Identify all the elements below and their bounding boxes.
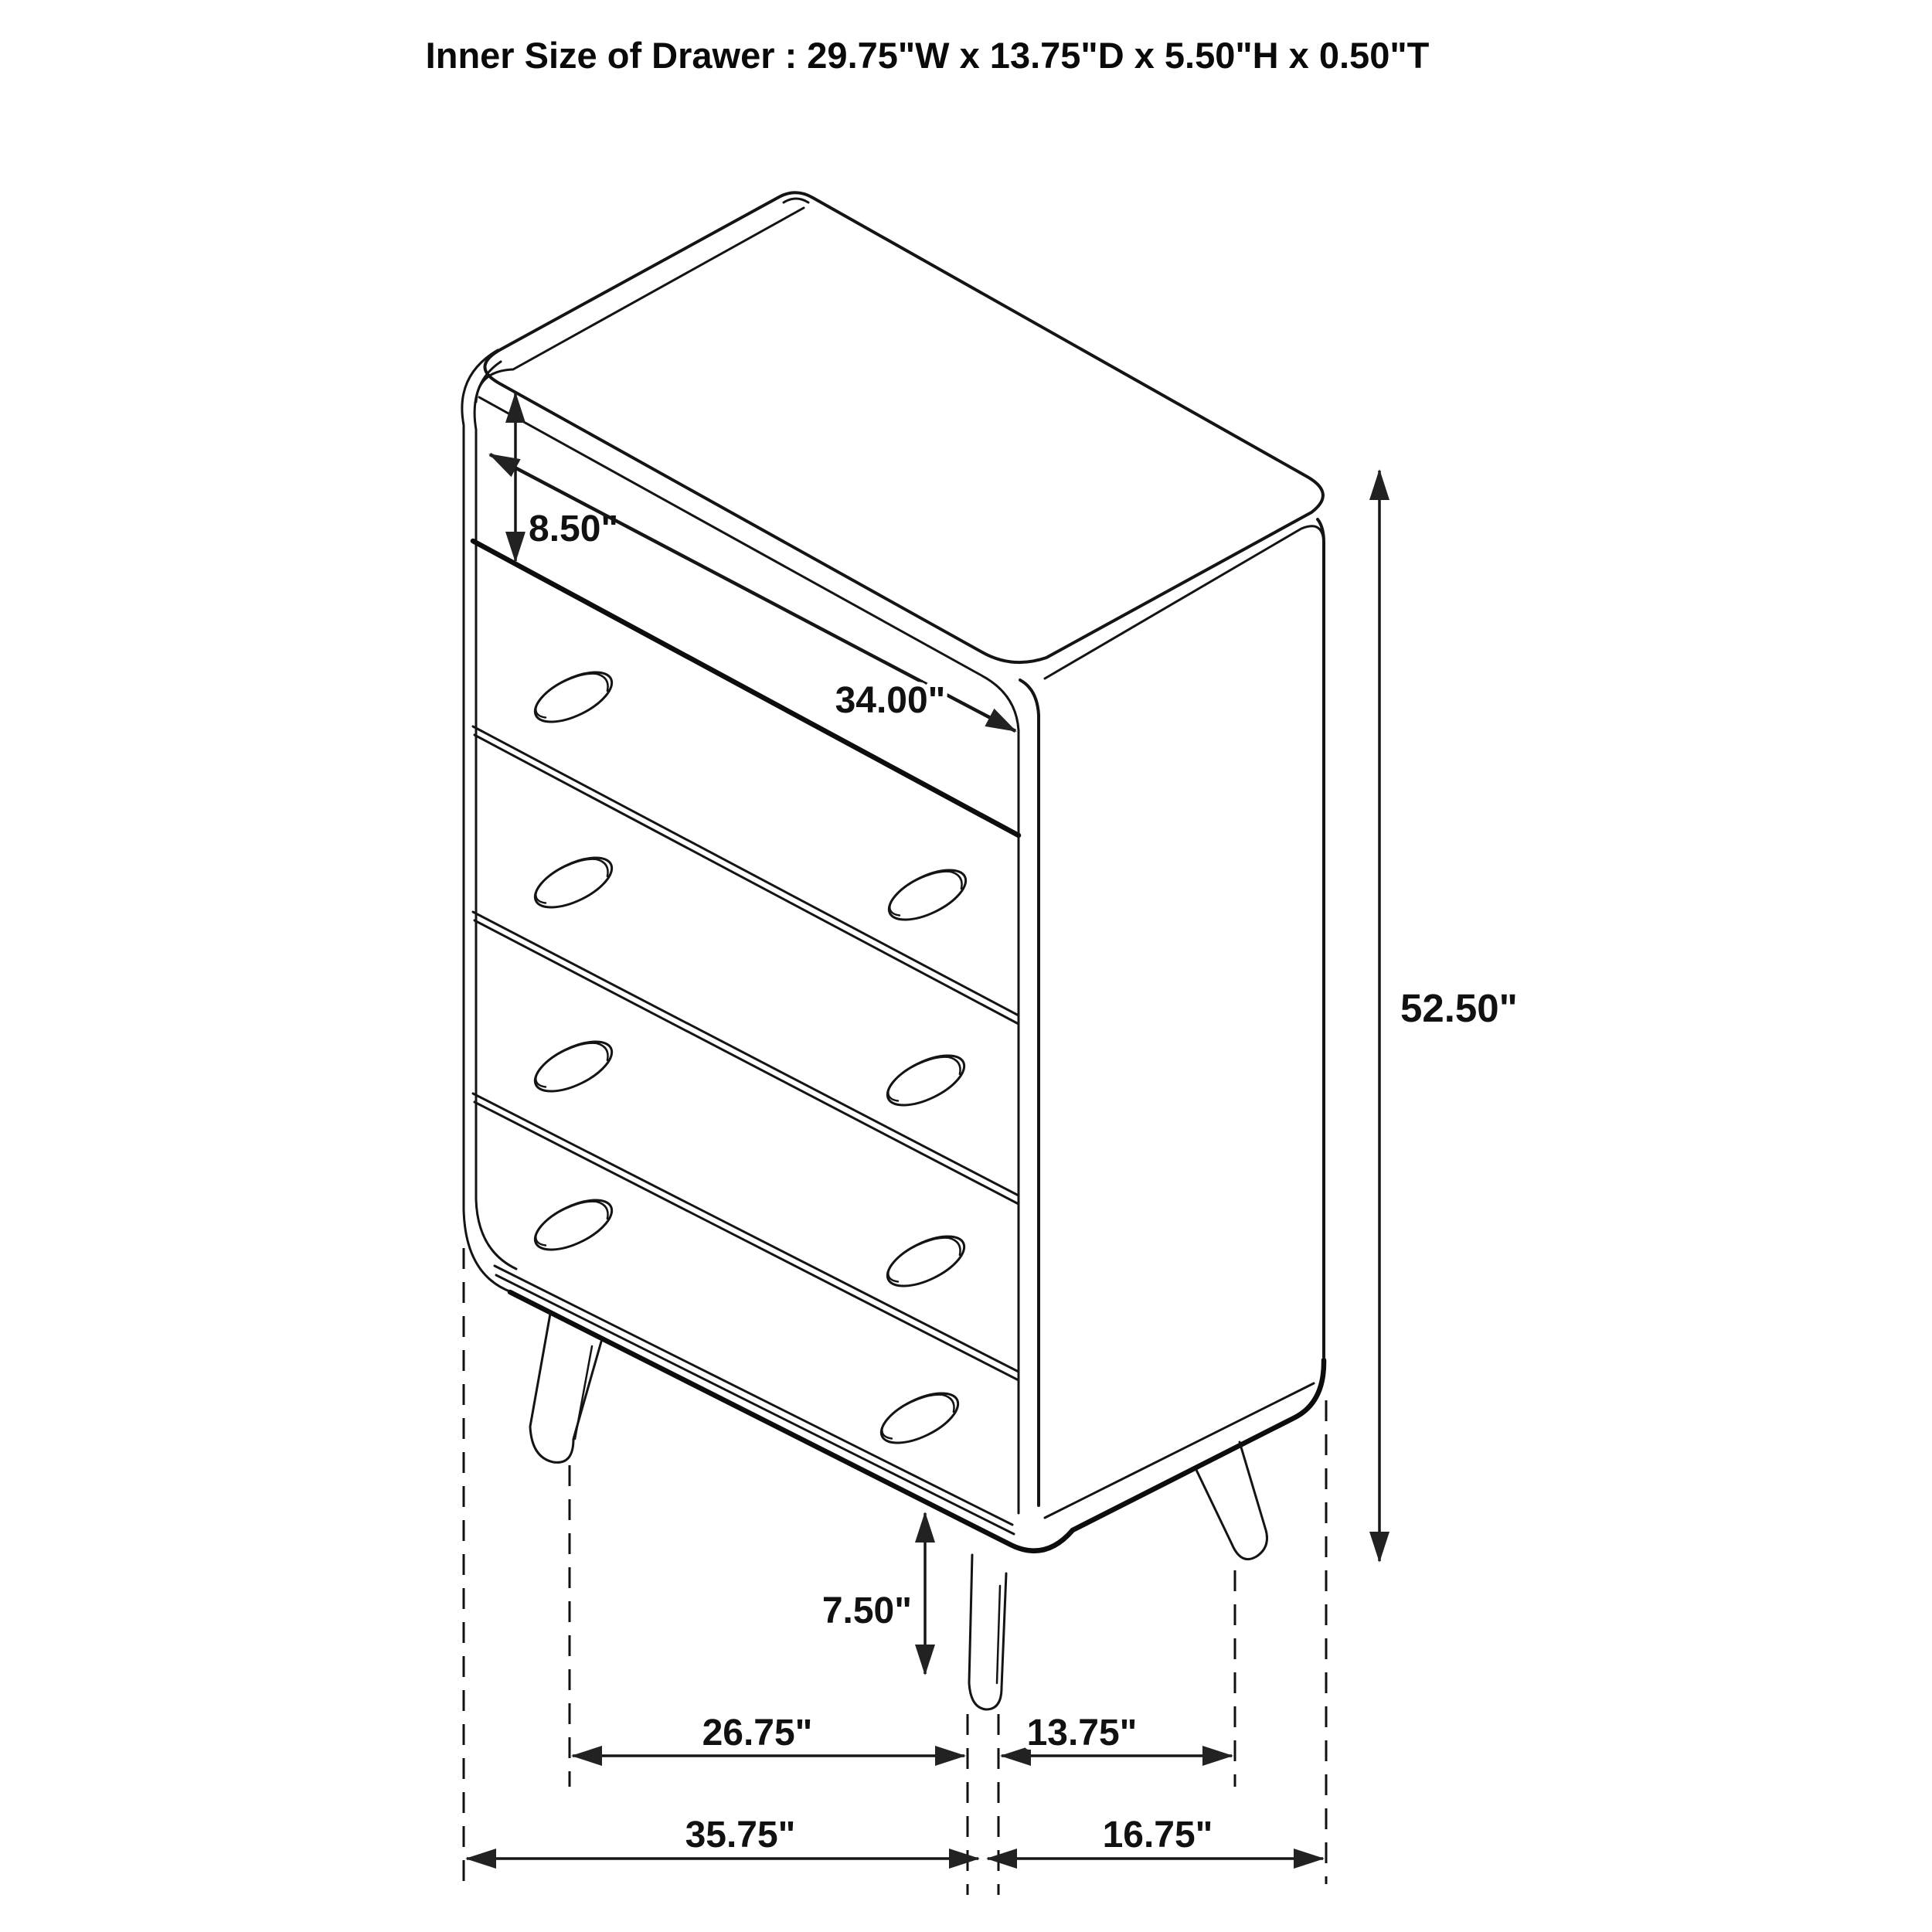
front-left-leg	[530, 1314, 601, 1462]
top-slab-front-band	[479, 397, 1019, 1513]
side-bottom-edge-outer	[1073, 1360, 1324, 1530]
dim-side-leg-spacing	[1002, 1713, 1232, 1756]
top-face-outline	[485, 192, 1322, 662]
legs	[530, 1314, 1267, 1709]
dim-leg-height	[822, 1513, 925, 1674]
left-edge-outer	[462, 350, 512, 1292]
dim-top-drawer-height-label: 8.50"	[529, 509, 619, 549]
front-center-leg	[969, 1555, 1006, 1709]
drawer-handle-icon	[528, 662, 619, 732]
dim-cabinet-width-label: 34.00"	[835, 680, 946, 721]
dim-leg-height-label: 7.50"	[821, 1590, 912, 1631]
drawer-handle-icon	[880, 1046, 971, 1115]
chest-drawing	[462, 192, 1324, 1709]
dimension-annotations	[467, 393, 1518, 1859]
dim-overall-width-label: 35.75"	[685, 1815, 796, 1855]
dim-overall-height	[1379, 471, 1518, 1561]
dim-side-leg-spacing-label: 13.75"	[1026, 1713, 1138, 1753]
dim-front-leg-spacing-label: 26.75"	[702, 1713, 813, 1753]
dim-overall-depth-label: 16.75"	[1102, 1815, 1213, 1855]
back-right-edge	[1318, 519, 1324, 1357]
drawer-handle-icon	[528, 1190, 619, 1260]
dim-overall-height-label: 52.50"	[1400, 986, 1518, 1030]
drawer-handle-icon	[528, 848, 619, 917]
top-back-corner-cap	[784, 199, 808, 202]
side-bottom-edge-inner	[1045, 1383, 1314, 1518]
diagram-title: Inner Size of Drawer : 29.75"W x 13.75"D x 5.50"H x 0.50"T	[425, 35, 1430, 76]
dim-overall-width	[467, 1815, 978, 1859]
drawer-handle-icon	[874, 1383, 965, 1453]
top-back-edge-inner-line	[476, 208, 804, 402]
dim-overall-depth	[988, 1815, 1323, 1859]
right-side-face	[1045, 519, 1324, 1530]
drawer-handle-icon	[882, 860, 973, 930]
reference-dashed-lines	[464, 1248, 1326, 1895]
front-right-edge	[1020, 680, 1039, 1505]
top-slab-side-band	[1045, 526, 1324, 679]
top-face	[476, 192, 1324, 1513]
drawer-handle-icon	[528, 1032, 619, 1101]
divider-2	[473, 726, 1019, 1024]
left-edge-inner	[474, 362, 516, 1269]
drawer-handle-icon	[880, 1226, 971, 1296]
dim-front-leg-spacing	[573, 1713, 964, 1756]
